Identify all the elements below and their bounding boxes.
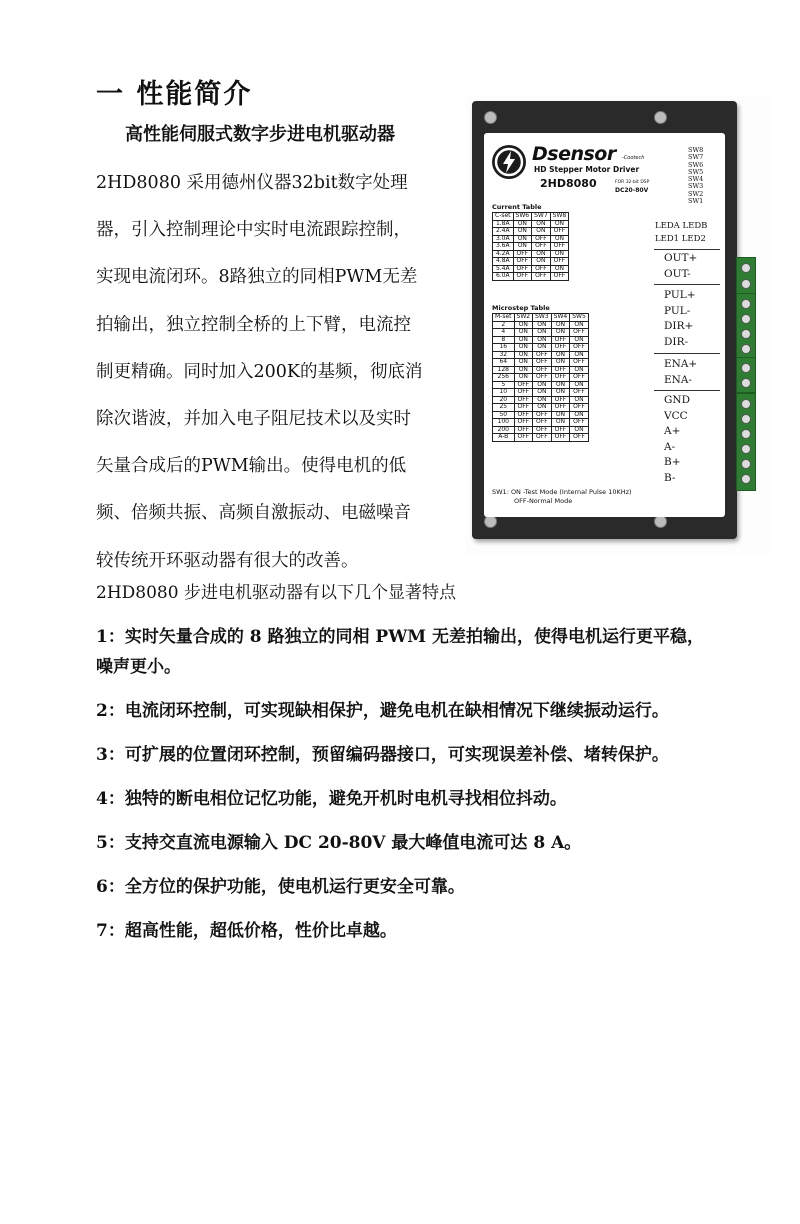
table-header-row [493, 314, 589, 322]
table-cell: OFF [514, 411, 533, 419]
table-cell: OFF [551, 404, 570, 412]
table-cell: OFF [551, 434, 570, 442]
table-cell: ON [533, 404, 552, 412]
table-cell: 25 [493, 404, 515, 412]
table-cell: OFF [513, 265, 532, 273]
sw-label: SW6 [688, 160, 704, 169]
table-cell: 3.6A [493, 243, 514, 251]
table-cell: ON [551, 351, 570, 359]
terminal-label: DIR- [664, 335, 689, 348]
table-cell: 50 [493, 411, 515, 419]
table-cell: C-set [493, 213, 514, 221]
product-subtitle: 高性能伺服式数字步进电机驱动器 [125, 124, 395, 145]
feature-item: 2：电流闭环控制，可实现缺相保护，避免电机在缺相情况下继续振动运行。 [96, 701, 669, 721]
table-cell: ON [532, 258, 551, 266]
table-cell: OFF [551, 374, 570, 382]
table-cell: ON [570, 366, 589, 374]
table-cell: OFF [550, 258, 569, 266]
table-cell: ON [570, 426, 589, 434]
table-cell: ON [551, 411, 570, 419]
product-photo [466, 95, 771, 555]
divider [654, 249, 720, 250]
table-cell: M-set [493, 314, 515, 322]
table-cell: OFF [551, 344, 570, 352]
table-cell: ON [532, 220, 551, 228]
terminal-screw-icon [741, 414, 751, 424]
table-cell: ON [513, 235, 532, 243]
driver-housing [472, 101, 737, 539]
table-cell: OFF [551, 396, 570, 404]
dip-switch-labels [688, 147, 703, 205]
table-cell: ON [570, 411, 589, 419]
feature-item: 6：全方位的保护功能，使电机运行更安全可靠。 [96, 877, 465, 897]
table-cell: 20 [493, 396, 515, 404]
terminal-label: PUL- [664, 304, 691, 317]
table-cell: 2.4A [493, 228, 514, 236]
table-cell: ON [533, 381, 552, 389]
table-cell: OFF [533, 411, 552, 419]
table-cell: OFF [570, 434, 589, 442]
sw1-note-line: SW1: ON -Test Mode (Internal Pulse 10KHz) [492, 488, 632, 496]
table-cell: OFF [514, 419, 533, 427]
table-cell: ON [533, 344, 552, 352]
sw1-note-line: OFF-Normal Mode [514, 497, 573, 505]
table-cell: 4.8A [493, 258, 514, 266]
sw-label: SW2 [688, 189, 704, 198]
microstep-table-row [493, 329, 589, 337]
screw-icon [654, 111, 667, 124]
feature-spacer [96, 814, 704, 828]
feature-item: 1：实时矢量合成的 8 路独立的同相 PWM 无差拍输出，使得电机运行更平稳， [96, 627, 705, 647]
table-cell: OFF [514, 426, 533, 434]
current-table-row [493, 273, 569, 281]
table-cell: OFF [514, 389, 533, 397]
table-cell: ON [514, 359, 533, 367]
feature-item: 3：可扩展的位置闭环控制，预留编码器接口，可实现误差补偿、堵转保护。 [96, 745, 669, 765]
terminal-group-signal [664, 288, 696, 350]
table-cell: OFF [514, 404, 533, 412]
table-cell: OFF [532, 265, 551, 273]
table-cell: ON [514, 374, 533, 382]
table-cell: SW8 [550, 213, 569, 221]
table-cell: OFF [532, 273, 551, 281]
table-cell: 1.8A [493, 220, 514, 228]
terminal-connector [736, 257, 756, 295]
table-cell: ON [514, 344, 533, 352]
table-cell: OFF [550, 273, 569, 281]
section-title: 一 性能简介 [96, 79, 253, 110]
table-cell: 100 [493, 419, 515, 427]
table-cell: 2 [493, 321, 515, 329]
lightning-logo-icon [492, 145, 526, 179]
table-cell: 5.4A [493, 265, 514, 273]
sw-label: SW5 [688, 167, 704, 176]
table-cell: OFF [533, 419, 552, 427]
current-table-row [493, 243, 569, 251]
current-table-row [493, 228, 569, 236]
feature-item: 4：独特的断电相位记忆功能，避免开机时电机寻找相位抖动。 [96, 789, 567, 809]
terminal-label: GND [664, 394, 690, 406]
brand-name: Dsensor [532, 143, 616, 165]
table-cell: OFF [570, 419, 589, 427]
microstep-table-row [493, 359, 589, 367]
table-cell: 256 [493, 374, 515, 382]
table-cell: ON [570, 336, 589, 344]
table-cell: ON [533, 336, 552, 344]
sw1-note [492, 488, 632, 506]
divider [654, 390, 720, 391]
sw-label: SW3 [688, 182, 704, 191]
divider [654, 353, 720, 354]
microstep-table-row [493, 374, 589, 382]
table-cell: 32 [493, 351, 515, 359]
terminal-screw-icon [741, 279, 751, 289]
table-cell: OFF [533, 374, 552, 382]
features-summary: 2HD8080 步进电机驱动器有以下几个显著特点 [96, 583, 456, 603]
table-cell: ON [533, 321, 552, 329]
table-cell: OFF [513, 250, 532, 258]
intro-line: 较传统开环驱动器有很大的改善。 [96, 550, 359, 571]
table-cell: ON [514, 351, 533, 359]
table-cell: OFF [533, 434, 552, 442]
terminal-label: A+ [664, 425, 681, 437]
table-cell: ON [570, 321, 589, 329]
current-table-row [493, 258, 569, 266]
terminal-label: A- [664, 440, 676, 453]
table-cell: OFF [550, 228, 569, 236]
terminal-screw-icon [741, 263, 751, 273]
table-cell: 4 [493, 329, 515, 337]
table-cell: SW6 [513, 213, 532, 221]
table-cell: ON [570, 381, 589, 389]
feature-item: 5：支持交直流电源输入 DC 20-80V 最大峰值电流可达 8 A。 [96, 833, 582, 853]
table-cell: ON [514, 329, 533, 337]
sw-label: SW4 [688, 175, 704, 184]
table-cell: OFF [551, 426, 570, 434]
divider [654, 284, 720, 285]
table-cell: OFF [570, 359, 589, 367]
table-cell: OFF [532, 243, 551, 251]
table-cell: ON [550, 235, 569, 243]
table-cell: OFF [551, 336, 570, 344]
table-cell: OFF [570, 374, 589, 382]
table-cell: OFF [513, 273, 532, 281]
table-cell: 128 [493, 366, 515, 374]
feature-spacer [96, 858, 704, 872]
table-cell: ON [570, 351, 589, 359]
feature-list [96, 622, 704, 946]
table-cell: ON [551, 329, 570, 337]
table-cell: ON [514, 336, 533, 344]
current-table [492, 212, 569, 281]
table-cell: ON [550, 265, 569, 273]
table-cell: ON [551, 321, 570, 329]
led-label-row: LEDA LEDB [655, 221, 708, 231]
table-cell: ON [551, 359, 570, 367]
table-cell: OFF [570, 404, 589, 412]
feature-spacer [96, 682, 704, 696]
microstep-table-row [493, 419, 589, 427]
table-cell: 16 [493, 344, 515, 352]
current-table-caption: Current Table [492, 203, 542, 211]
intro-line: 实现电流闭环。8路独立的同相PWM无差 [96, 267, 418, 288]
table-cell: 4.2A [493, 250, 514, 258]
table-cell: OFF [533, 359, 552, 367]
terminal-screw-icon [741, 344, 751, 354]
terminal-label: B+ [664, 456, 681, 468]
intro-line: 频、倍频共振、高频自激振动、电磁噪音 [96, 503, 411, 524]
table-cell: ON [533, 329, 552, 337]
table-cell: 10 [493, 389, 515, 397]
table-cell: ON [550, 250, 569, 258]
terminal-screw-icon [741, 329, 751, 339]
product-line: HD Stepper Motor Driver [534, 165, 640, 174]
driver-label [484, 133, 725, 517]
intro-line: 矢量合成后的PWM输出。使得电机的低 [96, 456, 407, 477]
table-cell: OFF [570, 389, 589, 397]
intro-line: 器，引入控制理论中实时电流跟踪控制， [96, 220, 411, 241]
table-cell: 8 [493, 336, 515, 344]
table-cell: OFF [514, 381, 533, 389]
table-cell: ON [532, 250, 551, 258]
table-cell: OFF [533, 426, 552, 434]
terminal-label: VCC [664, 409, 688, 422]
table-cell: A-B [493, 434, 515, 442]
terminal-connector [736, 393, 756, 491]
table-cell: ON [513, 228, 532, 236]
table-cell: ON [533, 389, 552, 397]
table-cell: ON [551, 419, 570, 427]
feature-item: 噪声更小。 [96, 657, 181, 677]
table-cell: 64 [493, 359, 515, 367]
terminal-label: ENA+ [664, 358, 698, 370]
brand-suffix: -Cootech [622, 155, 645, 161]
microstep-table [492, 313, 589, 442]
table-cell: ON [532, 228, 551, 236]
microstep-table-caption: Microstep Table [492, 304, 550, 312]
terminal-label: ENA- [664, 373, 692, 386]
terminal-screw-icon [741, 363, 751, 373]
screw-icon [484, 111, 497, 124]
intro-line: 制更精确。同时加入200K的基频，彻底消 [96, 361, 423, 382]
table-cell: ON [551, 389, 570, 397]
terminal-group-power [664, 393, 690, 486]
terminal-screw-icon [741, 429, 751, 439]
led-label-row: LED1 LED2 [655, 234, 706, 244]
table-header-row [493, 213, 569, 221]
intro-line: 拍输出，独立控制全桥的上下臂，电流控 [96, 314, 411, 335]
terminal-label: B- [664, 471, 676, 484]
terminal-label: OUT- [664, 267, 691, 280]
microstep-table-row [493, 434, 589, 442]
terminal-group-enable [664, 357, 697, 388]
sw-label: SW7 [688, 153, 704, 162]
terminal-screw-icon [741, 399, 751, 409]
terminal-screw-icon [741, 459, 751, 469]
table-cell: OFF [570, 344, 589, 352]
terminal-screw-icon [741, 314, 751, 324]
table-cell: OFF [513, 258, 532, 266]
terminal-label: PUL+ [664, 289, 696, 301]
intro-paragraph [96, 168, 468, 593]
table-cell: ON [514, 321, 533, 329]
model-number: 2HD8080 [540, 177, 597, 190]
table-cell: ON [550, 220, 569, 228]
table-cell: OFF [532, 235, 551, 243]
terminal-screw-icon [741, 378, 751, 388]
feature-item: 7：超高性能，超低价格，性价比卓越。 [96, 921, 397, 941]
table-cell: SW2 [514, 314, 533, 322]
table-cell: 200 [493, 426, 515, 434]
dsp-note: FOR 32-bit DSP [615, 180, 650, 185]
terminal-connector [736, 293, 756, 359]
sw-label: SW1 [688, 197, 704, 206]
table-cell: SW3 [533, 314, 552, 322]
table-cell: ON [533, 396, 552, 404]
sw-label: SW8 [688, 146, 704, 154]
terminal-group-output [664, 251, 697, 282]
table-cell: 5 [493, 381, 515, 389]
table-cell: OFF [514, 396, 533, 404]
table-cell: OFF [533, 351, 552, 359]
table-cell: OFF [551, 366, 570, 374]
intro-line: 2HD8080 采用德州仪器32bit数字处理 [96, 173, 408, 193]
table-cell: OFF [570, 329, 589, 337]
table-cell: OFF [514, 434, 533, 442]
table-cell: ON [551, 381, 570, 389]
feature-spacer [96, 902, 704, 916]
terminal-label: DIR+ [664, 320, 694, 332]
table-cell: ON [513, 243, 532, 251]
terminal-screw-icon [741, 444, 751, 454]
microstep-table-row [493, 404, 589, 412]
table-cell: OFF [550, 243, 569, 251]
terminal-connector [736, 357, 756, 393]
table-cell: SW7 [532, 213, 551, 221]
table-cell: OFF [533, 366, 552, 374]
table-cell: ON [513, 220, 532, 228]
microstep-table-row [493, 344, 589, 352]
intro-line: 除次谐波，并加入电子阻尼技术以及实时 [96, 408, 411, 429]
voltage-rating: DC20-80V [615, 187, 649, 194]
table-cell: SW5 [570, 314, 589, 322]
table-cell: ON [514, 366, 533, 374]
table-cell: SW4 [551, 314, 570, 322]
microstep-table-row [493, 389, 589, 397]
feature-spacer [96, 770, 704, 784]
table-cell: 3.0A [493, 235, 514, 243]
table-cell: ON [570, 396, 589, 404]
table-cell: 6.0A [493, 273, 514, 281]
feature-spacer [96, 726, 704, 740]
terminal-label: OUT+ [664, 252, 698, 264]
terminal-screw-icon [741, 299, 751, 309]
terminal-screw-icon [741, 474, 751, 484]
